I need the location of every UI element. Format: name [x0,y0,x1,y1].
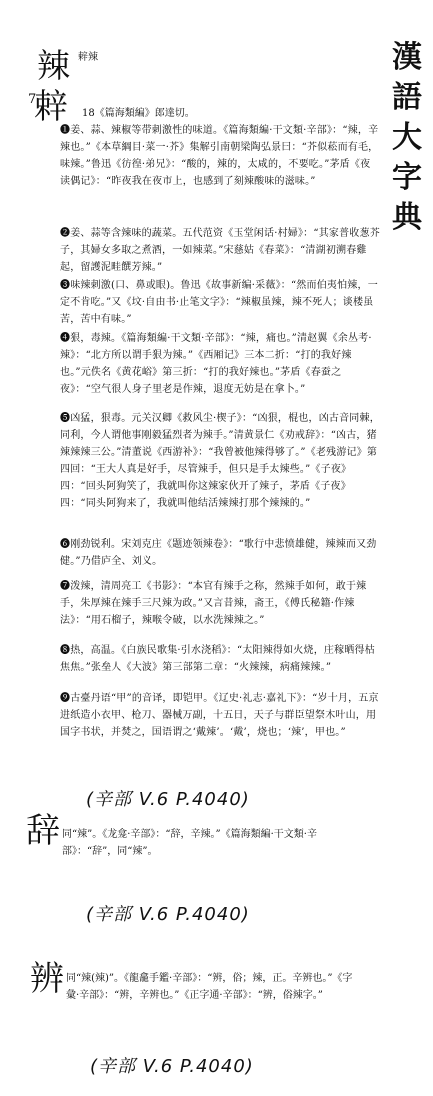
book-title-char: 語 [392,80,422,115]
entry-definition: 同“辣(辣)”。《龍龕手鑑·辛部》：“辨，俗；辣，正。辛辨也。”《字彙·辛部》：“辨，辛辨也。”《正字通·辛部》：“辨，俗辣字。” [66,973,353,1001]
sense-2: ❷姜、蒜等含辣味的蔬菜。五代范资《玉堂闲话·村婦》：“其家普收葱芥子，其婦女多取之煮酒，一如辣菜。”宋慈姑《春菜》：“清湖初溯春雞起，留護泥畦饌芳辣。” [60,228,380,273]
entry-meta: 18《篇海類編》郎達切。 [82,108,195,119]
top-headword-variants: 辢辣 [78,52,98,63]
entry-headword: 辨 [30,959,64,999]
entry-headword: 辢 [34,87,68,127]
book-title-char: 字 [392,160,422,195]
entry-headword: 辞 [26,811,60,851]
book-title-char: 大 [392,120,422,155]
handwritten-reference: (辛部 V.6 P.4040) [90,1056,254,1077]
book-title-char: 漢 [392,40,422,75]
entry-definition: 同“辣”。《龙龛·辛部》：“辞，辛辣。”《篇海類編·干文類·辛部》：“辞”，同“辣”。 [62,829,317,857]
sense-9: ❾古臺丹语“甲”的音译，即铠甲。《辽史·礼志·嘉礼下》：“岁十月，五京进纸造小衣甲、枪刀、器械万副，十五日，天子与群臣望祭木叶山，用国字书状，并焚之，国语谓之‘戴辣’。‘戴’，烧也；‘辣’，甲也。” [60,693,379,738]
handwritten-reference: (辛部 V.6 P.4040) [86,789,250,810]
sense-4: ❹狠，毒辣。《篇海類編·干文類·辛部》：“辣，痛也。”清赵翼《余丛考·辣》：“北方所以谓手狠为辣。”《西厢记》三本二折：“打的我好辣也。”元佚名《黄花峪》第三折：“打的我好辣也。”茅盾《春蚕之夜》：“空气很人身子里老是作辣，退度无妨是在拿卜。” [60,333,372,395]
book-title-char: 典 [392,200,422,235]
entry-marker: 7 [28,92,37,107]
sense-3: ❸味辣刺激(口、鼻或眼)。鲁迅《故事新编·采薇》：“然而伯夷怕辣，一定不肯吃。”又《坟·自由书·止笔文字》：“辣椒虽辣，辣不死人；谈楼虽苦，苦中有味。” [60,280,378,325]
top-headword: 辣 [37,46,70,85]
book-title [388,38,426,238]
sense-7: ❼泼辣，清周亮工《书影》：“本官有辣手之称，然辣手如何，敢于辣手，朱厚辣在辣手三尺辣为政。”又言昔辣，斋王，《傅氏秘籍·作辣法》：“用石榴子，辣喉令破，以水洗辣辣之。” [60,581,367,626]
sense-8: ❽热，高温。《白族民歌集·引水浇稻》：“太阳辣得如火烧，庄稼晒得枯焦焦。”张垒人《大波》第三部第二章：“火辣辣，病痛辣辣。” [60,645,375,673]
sense-6: ❻刚劲锐利。宋刘克庄《题迹领辣卷》：“歌行中悲愤雄健，辣辣而又劲健。”乃借庐全、刘义。 [60,539,377,567]
sense-1: ❶姜、蒜、辣椒等带刺激性的味道。《篇海類編·干文類·辛部》：“辣，辛辣也。”《本草綱目·菜一·芥》集解引南朝梁陶弘景曰：“芥似菘而有毛，味辣。”鲁迅《彷徨·弟兄》：“酸的，辣的，太咸的，不要吃。”茅盾《夜读偶记》：“昨夜我在夜市上，也感到了刻辣酸味的滋味。” [60,125,379,187]
handwritten-reference: (辛部 V.6 P.4040) [86,904,250,925]
sense-5: ❺凶猛，狠毒。元关汉卿《救风尘·楔子》：“凶狠，棍也，凶古音同棘，同利，今人谓他事刚毅猛烈者为辣手。”清黄景仁《劝戒辞》：“凶古，猪辣辣辣三公。”清董说《西游补》：“我曾被他辣得够了。”《老残游记》第四回：“王大人真是好手，尽管辣手，但只是手太辣些。”《子夜》四：“回头阿狗笑了，我就叫你这辣家伙开了辣子，茅盾《子夜》四：“同头阿狗来了，我就叫他结活辣辣打那个辣辣的。” [60,413,380,509]
